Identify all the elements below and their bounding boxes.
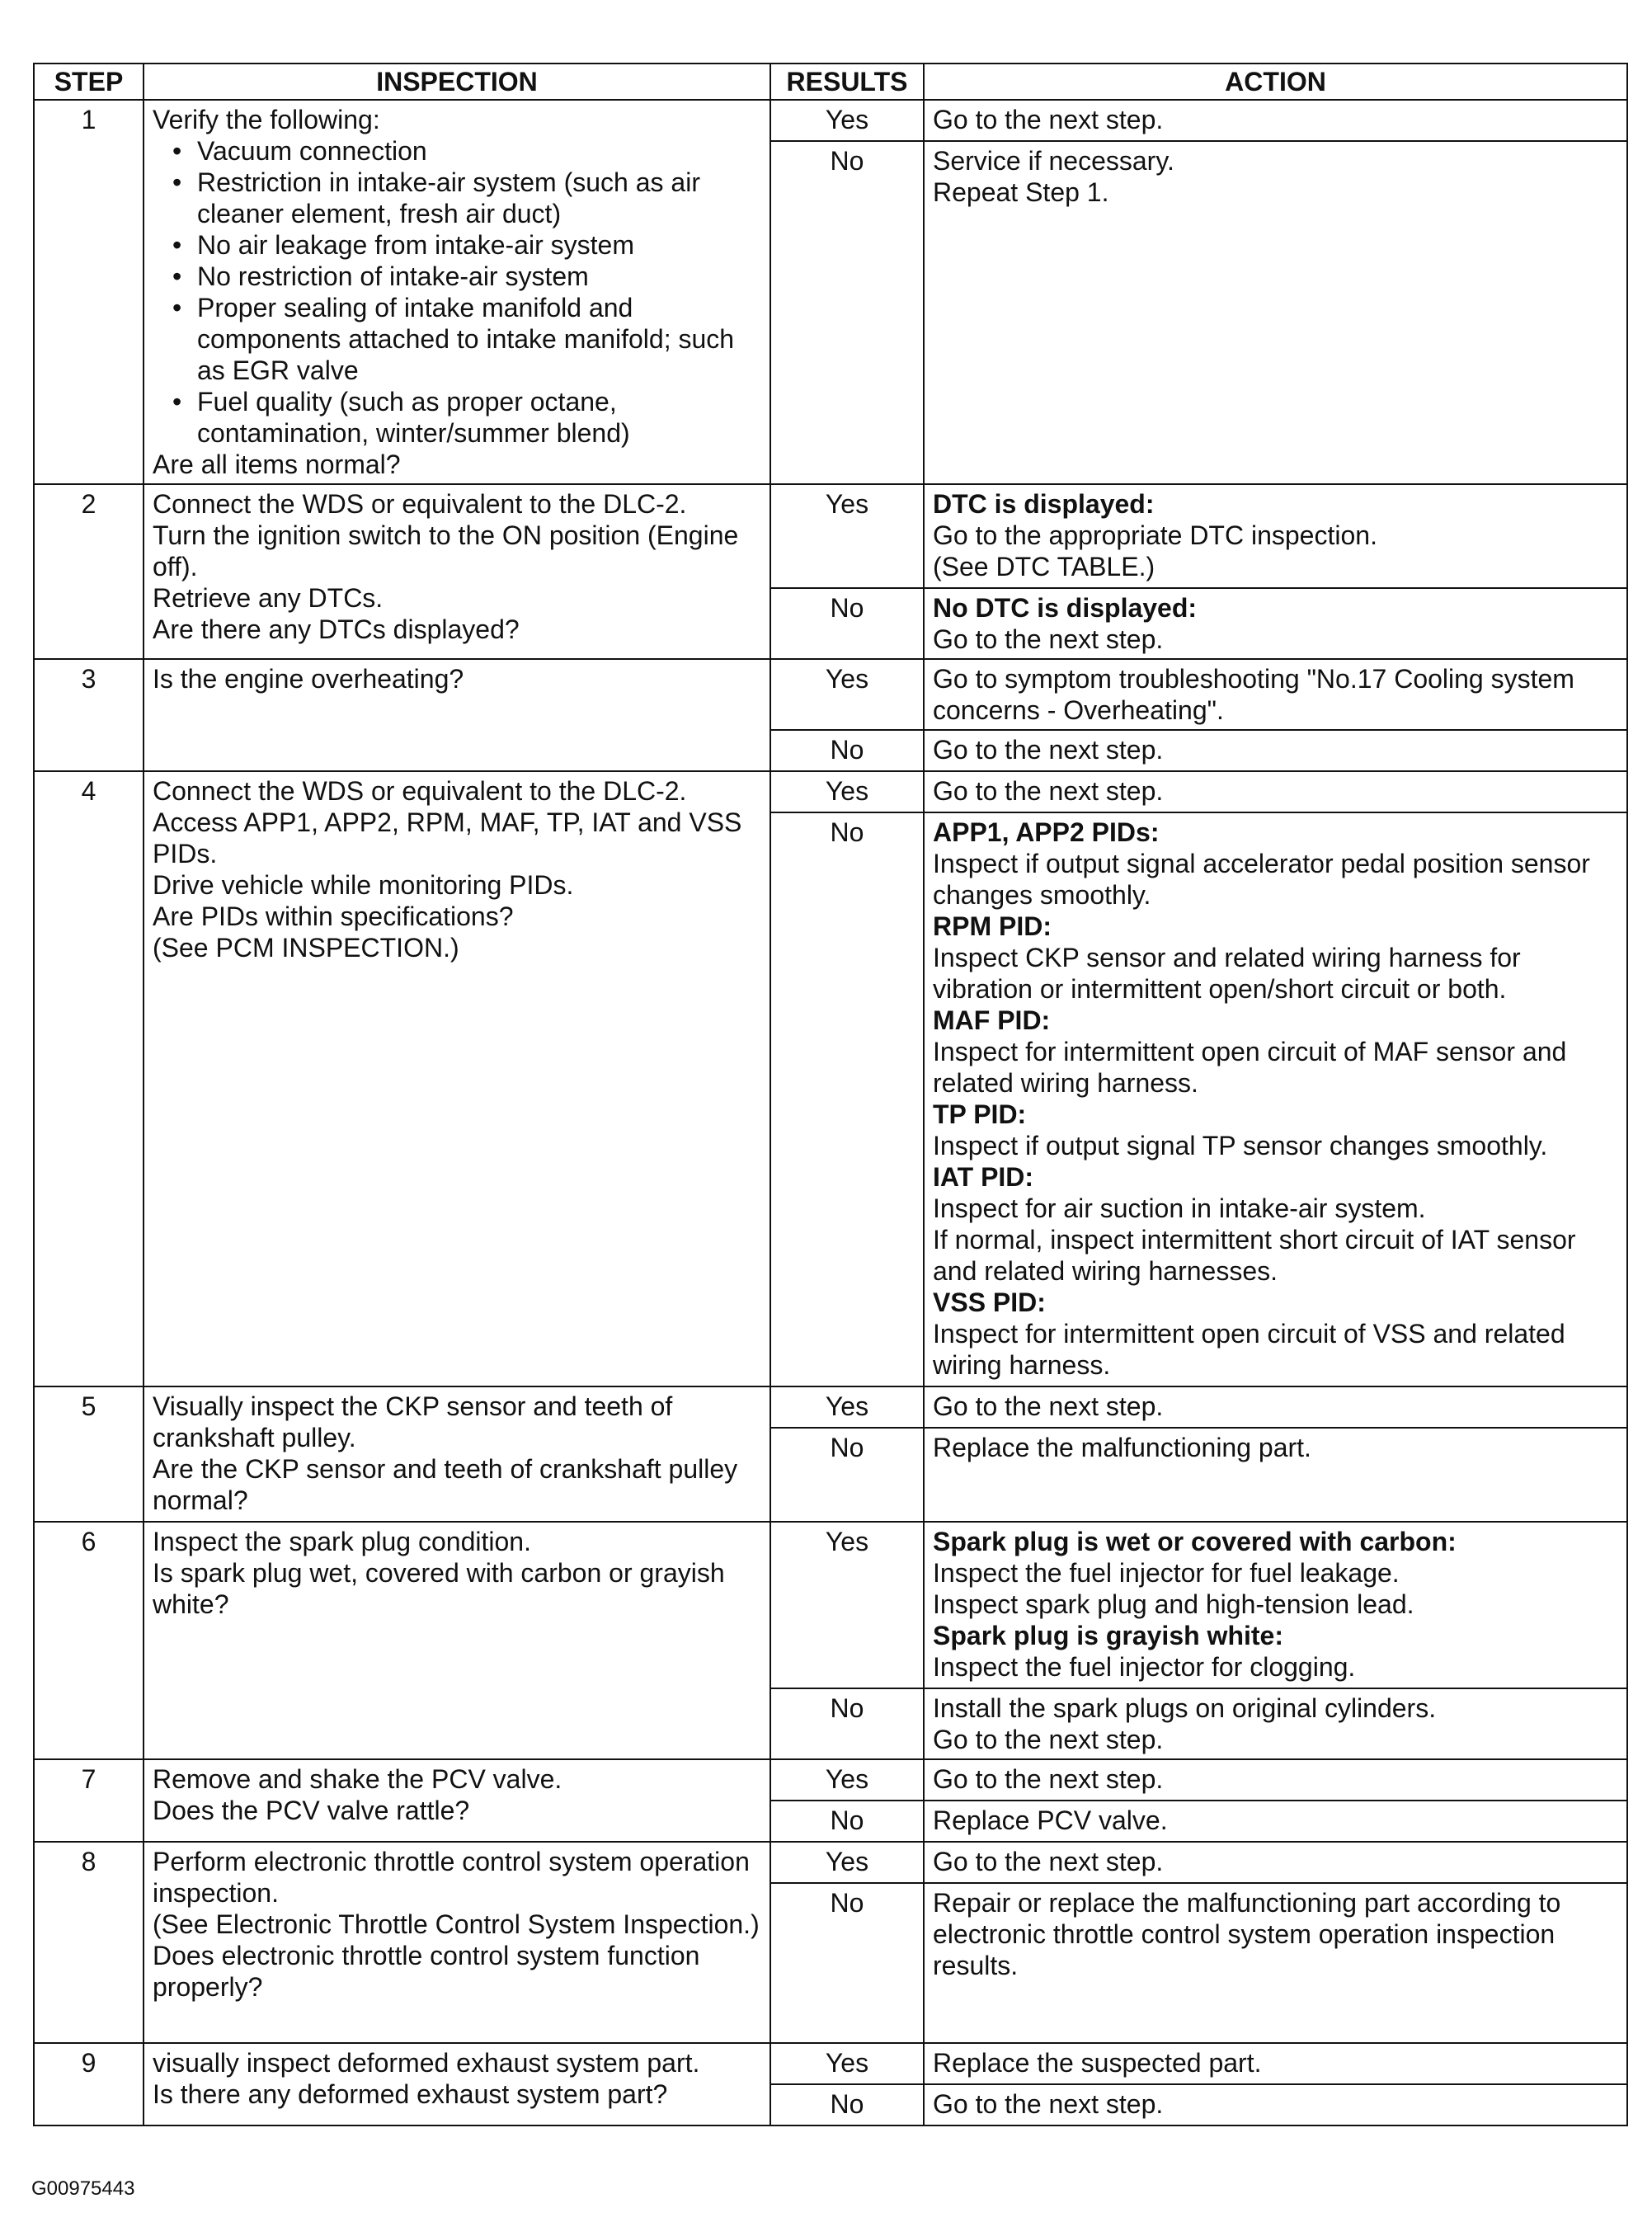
action-line: Inspect for air suction in intake-air system. <box>933 1193 1426 1223</box>
action-cell <box>924 141 1627 484</box>
inspection-line: Does electronic throttle control system function properly? <box>153 1941 700 2002</box>
action-cell <box>924 1801 1627 1842</box>
result-label: Yes <box>770 771 924 812</box>
table-body <box>34 100 1627 2125</box>
action-line: Inspect if output signal TP sensor changes smoothly. <box>933 1131 1548 1160</box>
action-line: Repeat Step 1. <box>933 177 1109 208</box>
inspection-line: Are there any DTCs displayed? <box>153 614 520 644</box>
inspection-line: Retrieve any DTCs. <box>153 583 384 613</box>
action-cell <box>924 730 1627 771</box>
inspection-line: Verify the following: <box>153 105 380 134</box>
table-row <box>34 1386 1627 1428</box>
step-number: 3 <box>34 659 144 771</box>
inspection-line: Visually inspect the CKP sensor and teeth of crankshaft pulley. <box>153 1391 673 1452</box>
step-number: 6 <box>34 1522 144 1759</box>
action-subheading: Spark plug is grayish white: <box>933 1621 1283 1650</box>
action-subheading: Spark plug is wet or covered with carbon: <box>933 1527 1457 1556</box>
action-subheading: MAF PID: <box>933 1005 1051 1035</box>
inspection-bullet-item: • Fuel quality (such as proper octane, contamination, winter/summer blend) <box>153 386 761 449</box>
header-step: STEP <box>34 64 144 100</box>
action-line: Go to the next step. <box>933 735 1164 765</box>
step-number: 7 <box>34 1759 144 1842</box>
action-cell <box>924 1428 1627 1522</box>
step-number: 5 <box>34 1386 144 1522</box>
action-line: Go to the next step. <box>933 105 1164 134</box>
result-label: No <box>770 1883 924 2043</box>
result-label: No <box>770 141 924 484</box>
inspection-cell <box>144 100 770 484</box>
action-line: Go to the next step. <box>933 2089 1164 2119</box>
action-line: Go to the next step. <box>933 1725 1164 1754</box>
inspection-bullet-item: • Vacuum connection <box>153 135 761 167</box>
action-cell <box>924 659 1627 730</box>
result-label: Yes <box>770 484 924 588</box>
inspection-cell <box>144 2043 770 2125</box>
result-label: No <box>770 730 924 771</box>
action-cell <box>924 2043 1627 2084</box>
action-cell <box>924 484 1627 588</box>
action-cell <box>924 2084 1627 2125</box>
step-number: 1 <box>34 100 144 484</box>
result-label: No <box>770 1428 924 1522</box>
action-line: Repair or replace the malfunctioning part according to electronic throttle control system operation inspection results. <box>933 1888 1561 1980</box>
action-cell <box>924 1688 1627 1759</box>
inspection-cell <box>144 484 770 659</box>
table-row <box>34 1759 1627 1801</box>
result-label: Yes <box>770 1842 924 1883</box>
inspection-bullet-item: • Restriction in intake-air system (such as air cleaner element, fresh air duct) <box>153 167 761 229</box>
action-cell <box>924 771 1627 812</box>
action-line: Go to the next step. <box>933 1847 1164 1876</box>
header-results: RESULTS <box>770 64 924 100</box>
result-label: No <box>770 2084 924 2125</box>
inspection-line: Are all items normal? <box>153 450 401 479</box>
header-inspection: INSPECTION <box>144 64 770 100</box>
inspection-line: Remove and shake the PCV valve. <box>153 1764 562 1794</box>
result-label: Yes <box>770 100 924 141</box>
action-line: Inspect if output signal accelerator pedal position sensor changes smoothly. <box>933 849 1590 910</box>
action-subheading: APP1, APP2 PIDs: <box>933 817 1160 847</box>
inspection-line: (See Electronic Throttle Control System Inspection.) <box>153 1909 760 1939</box>
inspection-line: Does the PCV valve rattle? <box>153 1796 470 1825</box>
header-row <box>34 64 1627 100</box>
action-line: Go to the next step. <box>933 776 1164 806</box>
inspection-line: Are the CKP sensor and teeth of crankshaft pulley normal? <box>153 1454 738 1515</box>
table-row <box>34 771 1627 812</box>
inspection-bullet-item: • Proper sealing of intake manifold and components attached to intake manifold; such as EGR valve <box>153 292 761 386</box>
action-subheading: VSS PID: <box>933 1288 1046 1317</box>
action-line: Go to symptom troubleshooting "No.17 Cooling system concerns - Overheating". <box>933 664 1574 725</box>
inspection-bullet-item: • No restriction of intake-air system <box>153 261 761 292</box>
action-line: Go to the next step. <box>933 1764 1164 1794</box>
result-label: No <box>770 588 924 659</box>
header-action: ACTION <box>924 64 1627 100</box>
action-line: Inspect for intermittent open circuit of VSS and related wiring harness. <box>933 1319 1565 1380</box>
inspection-line: visually inspect deformed exhaust system part. <box>153 2048 700 2078</box>
action-line: Inspect the fuel injector for clogging. <box>933 1652 1356 1682</box>
inspection-line: Connect the WDS or equivalent to the DLC-2. <box>153 489 687 519</box>
inspection-line: Are PIDs within specifications? <box>153 902 514 931</box>
result-label: Yes <box>770 659 924 730</box>
result-label: No <box>770 1801 924 1842</box>
inspection-cell <box>144 1759 770 1842</box>
action-cell <box>924 1883 1627 2043</box>
inspection-line: Access APP1, APP2, RPM, MAF, TP, IAT and VSS PIDs. <box>153 807 742 869</box>
table-row <box>34 484 1627 588</box>
step-number: 4 <box>34 771 144 1386</box>
result-label: Yes <box>770 1522 924 1688</box>
inspection-cell <box>144 771 770 1386</box>
action-line: Go to the appropriate DTC inspection. <box>933 520 1377 550</box>
action-line: Inspect spark plug and high-tension lead. <box>933 1589 1414 1619</box>
inspection-line: Is there any deformed exhaust system part? <box>153 2079 668 2109</box>
inspection-line: Is the engine overheating? <box>153 664 464 694</box>
action-subheading: TP PID: <box>933 1099 1027 1129</box>
action-cell <box>924 588 1627 659</box>
diagnostic-table <box>33 63 1628 2126</box>
inspection-cell <box>144 1842 770 2043</box>
action-line: Replace the suspected part. <box>933 2048 1262 2078</box>
step-number: 2 <box>34 484 144 659</box>
result-label: No <box>770 1688 924 1759</box>
action-subheading: IAT PID: <box>933 1162 1034 1192</box>
result-label: Yes <box>770 1759 924 1801</box>
inspection-cell <box>144 1386 770 1522</box>
table-row <box>34 659 1627 730</box>
action-line: (See DTC TABLE.) <box>933 552 1155 581</box>
step-number: 9 <box>34 2043 144 2125</box>
table-row <box>34 2043 1627 2084</box>
result-label: No <box>770 812 924 1386</box>
inspection-line: (See PCM INSPECTION.) <box>153 933 459 963</box>
action-line: Inspect for intermittent open circuit of MAF sensor and related wiring harness. <box>933 1037 1567 1098</box>
action-line: If normal, inspect intermittent short circuit of IAT sensor and related wiring harnesses. <box>933 1225 1576 1286</box>
inspection-line: Connect the WDS or equivalent to the DLC-2. <box>153 776 687 806</box>
result-label: Yes <box>770 2043 924 2084</box>
action-subheading: DTC is displayed: <box>933 489 1155 519</box>
action-line: Install the spark plugs on original cylinders. <box>933 1693 1437 1723</box>
inspection-line: Turn the ignition switch to the ON position (Engine off). <box>153 520 739 581</box>
action-line: Inspect CKP sensor and related wiring harness for vibration or intermittent open/short circuit or both. <box>933 943 1521 1004</box>
action-cell <box>924 1842 1627 1883</box>
action-line: Go to the next step. <box>933 624 1164 654</box>
inspection-cell <box>144 659 770 771</box>
inspection-line: Drive vehicle while monitoring PIDs. <box>153 870 574 900</box>
action-subheading: No DTC is displayed: <box>933 593 1198 623</box>
figure-code: G00975443 <box>31 2177 135 2200</box>
inspection-line: Perform electronic throttle control system operation inspection. <box>153 1847 750 1908</box>
table-row <box>34 100 1627 141</box>
step-number: 8 <box>34 1842 144 2043</box>
action-subheading: RPM PID: <box>933 911 1052 941</box>
table-row <box>34 1842 1627 1883</box>
action-cell <box>924 812 1627 1386</box>
action-cell <box>924 100 1627 141</box>
inspection-cell <box>144 1522 770 1759</box>
action-line: Service if necessary. <box>933 146 1174 177</box>
action-line: Inspect the fuel injector for fuel leakage. <box>933 1558 1400 1588</box>
inspection-line: Is spark plug wet, covered with carbon or grayish white? <box>153 1558 725 1619</box>
result-label: Yes <box>770 1386 924 1428</box>
action-line: Go to the next step. <box>933 1391 1164 1421</box>
action-cell <box>924 1759 1627 1801</box>
table-row <box>34 1522 1627 1688</box>
inspection-line: Inspect the spark plug condition. <box>153 1527 531 1556</box>
inspection-bullet-item: • No air leakage from intake-air system <box>153 229 761 261</box>
action-line: Replace PCV valve. <box>933 1805 1168 1835</box>
action-cell <box>924 1522 1627 1688</box>
action-line: Replace the malfunctioning part. <box>933 1433 1311 1462</box>
action-cell <box>924 1386 1627 1428</box>
